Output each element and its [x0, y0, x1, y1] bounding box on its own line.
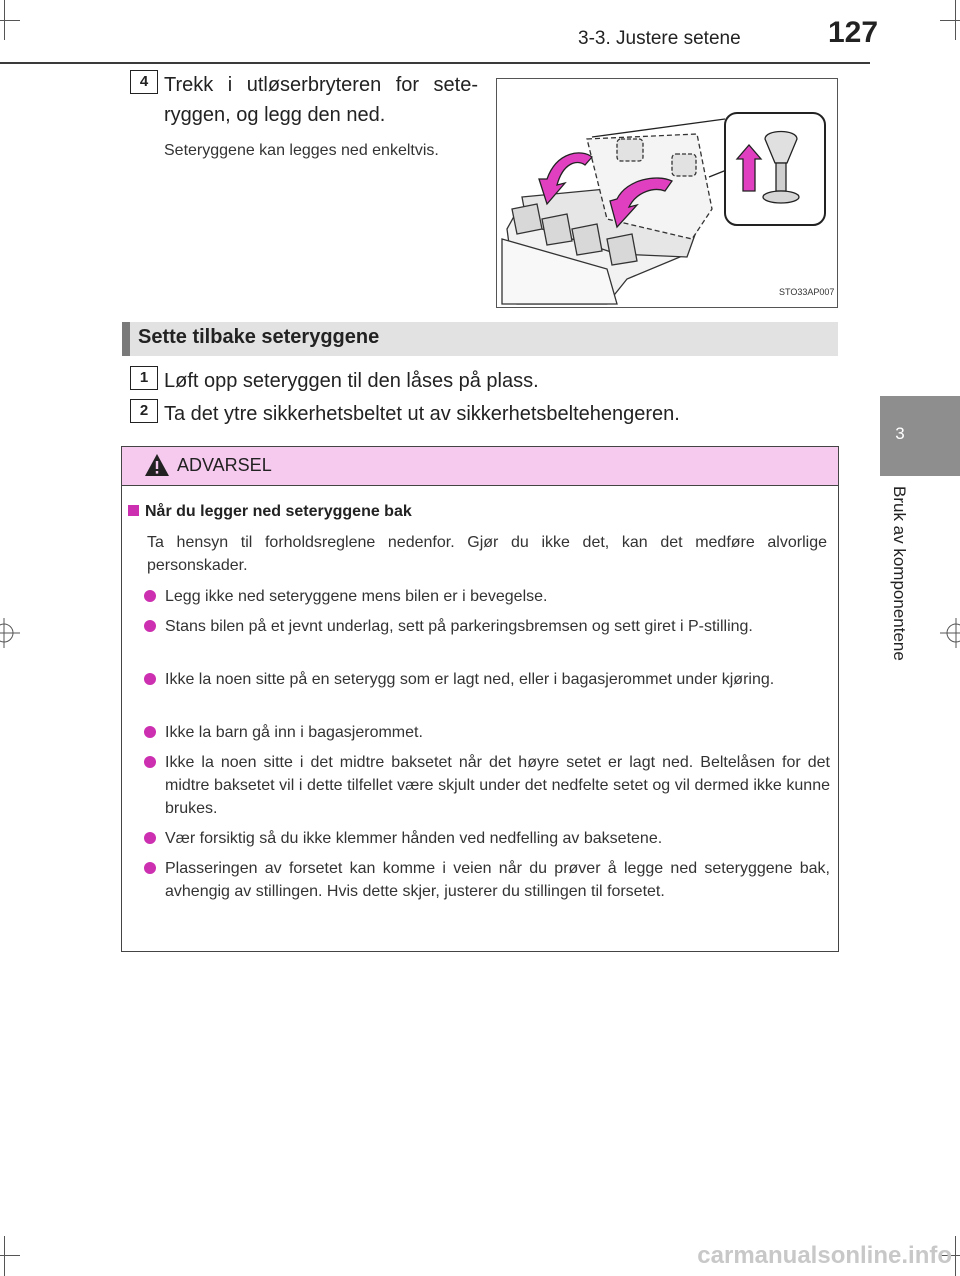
step-instruction: Trekk i utløserbryteren for sete-ryggen, og legg den ned. — [164, 74, 478, 126]
square-bullet-icon — [128, 505, 139, 516]
section-title: Sette tilbake seteryggene — [138, 326, 380, 348]
illustration-folding-seat — [496, 78, 838, 308]
step-number-badge: 1 — [130, 366, 158, 390]
warning-subheading-text: Når du legger ned seteryggene bak — [145, 503, 412, 520]
section-header-bar — [122, 322, 838, 356]
registration-mark-left — [0, 618, 24, 648]
section-heading: 3-3. Justere setene — [578, 28, 741, 49]
warning-bullet — [144, 721, 830, 744]
warning-bullet-text: Legg ikke ned seteryggene mens bilen er i bevegelse. — [165, 588, 548, 605]
figure-caption: STO33AP007 — [779, 287, 835, 297]
warning-bullet — [144, 857, 830, 903]
warning-triangle-icon — [144, 453, 170, 477]
bullet-dot-icon — [144, 590, 156, 602]
warning-bullet — [144, 827, 830, 850]
warning-subheading — [128, 503, 412, 521]
crop-mark — [940, 20, 960, 21]
crop-mark — [0, 1255, 20, 1256]
watermark: carmanualsonline.info — [697, 1242, 952, 1269]
crop-mark — [4, 1236, 5, 1276]
crop-mark — [0, 20, 20, 21]
crop-mark — [955, 1236, 956, 1276]
chapter-number: 3 — [895, 424, 905, 443]
seat-illustration — [497, 79, 837, 307]
step-instruction: Ta det ytre sikkerhetsbeltet ut av sikkerhetsbeltehengeren. — [164, 403, 680, 425]
chapter-title: Bruk av komponentene — [890, 486, 909, 661]
step-number-badge: 2 — [130, 399, 158, 423]
warning-bullet-text: Stans bilen på et jevnt underlag, sett på parkeringsbremsen og sett giret i P-stilling. — [165, 618, 753, 635]
section-header-accent — [122, 322, 130, 356]
bullet-dot-icon — [144, 756, 156, 768]
header-rule — [0, 62, 870, 64]
warning-bullet — [144, 668, 830, 691]
step-instruction: Løft opp seteryggen til den låses på plass. — [164, 370, 539, 392]
step-number-badge: 4 — [130, 70, 158, 94]
bullet-dot-icon — [144, 862, 156, 874]
warning-bullet — [144, 751, 830, 820]
warning-title: ADVARSEL — [177, 455, 272, 475]
warning-bullet-text: Ikke la noen sitte i det midtre baksetet når det høyre setet er lagt ned. Beltelåsen for det midtre baksetet vil i dette tilfellet være skjult under det nedfelte setet og vil dermed ikke kunne brukes. — [165, 754, 830, 817]
warning-bullet-text: Vær forsiktig så du ikke klemmer hånden ved nedfelling av baksetene. — [165, 830, 663, 847]
page-number: 127 — [828, 16, 879, 49]
warning-bullet-text: Ikke la noen sitte på en seterygg som er lagt ned, eller i bagasjerommet under kjøring. — [165, 671, 775, 688]
bullet-dot-icon — [144, 832, 156, 844]
warning-header — [122, 447, 838, 486]
warning-bullet-text: Ikke la barn gå inn i bagasjerommet. — [165, 724, 423, 741]
warning-box — [121, 446, 839, 952]
step-note: Seteryggene kan legges ned enkeltvis. — [164, 142, 439, 159]
bullet-dot-icon — [144, 673, 156, 685]
warning-intro: Ta hensyn til forholdsreglene nedenfor. Gjør du ikke det, kan det medføre alvorlige personskader. — [147, 534, 827, 574]
warning-bullet — [144, 615, 830, 638]
bullet-dot-icon — [144, 726, 156, 738]
bullet-dot-icon — [144, 620, 156, 632]
warning-bullet — [144, 585, 830, 608]
registration-mark-right — [936, 618, 960, 648]
warning-bullet-text: Plasseringen av forsetet kan komme i veien når du prøver å legge ned seteryggene bak, avhengig av stillingen. Hvis dette skjer, justerer du stillingen til forsetet. — [165, 860, 830, 900]
